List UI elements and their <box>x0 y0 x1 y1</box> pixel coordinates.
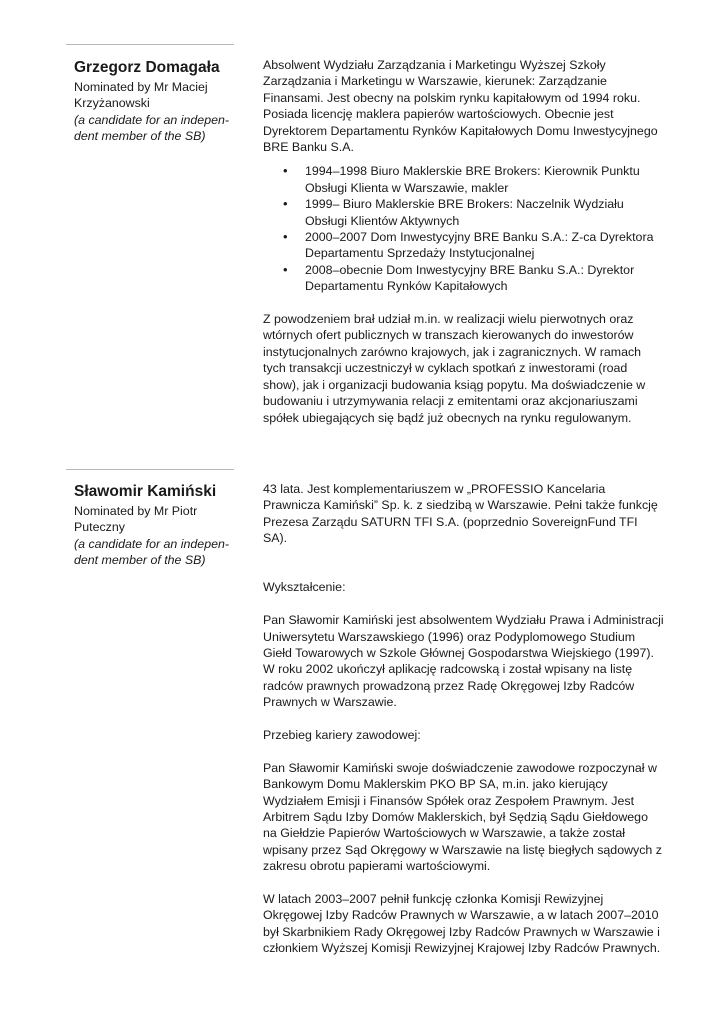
list-item: • 2000–2007 Dom Inwestycyjny BRE Banku S.A.: Z-ca Dyrektora Departamentu Sprzedaży Instytucjonalnej <box>305 229 665 262</box>
nominated-by: Nominated by Mr Piotr Puteczny <box>74 504 198 535</box>
career-text: Pan Sławomir Kamiński swoje doświadczenie zawodowe rozpoczynał w Bankowym Domu Maklerskim PKO BP SA, m.in. jako kierujący Wydziałem Emisji i Finansów Spółek oraz Zespołem Prawnym. Jest Arbitrem Sądu Izby Domów Maklerskich, był Sędzią Sądu Giełdowego na Giełdzie Papierów Wartościowych w Warszawie, a także został wpisany przez Sąd Okręgowy w Warszawie na listę biegłych sądowych z zakresu obrotu papierami wartościowymi. <box>263 760 662 874</box>
candidate-note: (a candidate for an indepen-dent member of the SB) <box>74 536 229 568</box>
candidate-note: (a candidate for an indepen-dent member of the SB) <box>74 112 229 144</box>
bio-intro: Absolwent Wydziału Zarządzania i Marketingu Wyższej Szkoły Zarządzania i Marketingu w Warszawie, kierunek: Zarządzanie Finansami. Jest obecny na polskim rynku kapitałowym od 1994 roku. Posiada licencję maklera papierów wartościowych. Obecnie jest Dyrektorem Departamentu Rynków Kapitałowych Domu Inwestycyjnego BRE Banku S.A. <box>263 58 658 155</box>
section-divider <box>66 469 234 470</box>
candidate-1-bio <box>263 57 665 426</box>
nominated-by: Nominated by Mr Maciej Krzyżanowski <box>74 80 208 111</box>
bio-outro: Z powodzeniem brał udział m.in. w realizacji wielu pierwotnych oraz wtórnych ofert publicznych w transzach kierowanych do inwestorów instytucjonalnych zarówno krajowych, jak i zagranicznych. W ramach tych transakcji uczestniczył w cyklach spotkań z inwestorami (road show), jak i organizacji budowania ksiąg popytu. Ma doświadczenie w budowaniu i utrzymywania relacji z emitentami oraz akcjonariuszami spółek ubiegających się bądź już obecnych na rynku regulowanym. <box>263 312 646 425</box>
list-item: • 1994–1998 Biuro Maklerskie BRE Brokers: Kierownik Punktu Obsługi Klienta w Warszawie, makler <box>305 163 665 196</box>
career-list <box>263 163 665 294</box>
career-text: W latach 2003–2007 pełnił funkcję członka Komisji Rewizyjnej Okręgowej Izby Radców Prawnych w Warszawie, a w latach 2007–2010 był Skarbnikiem Rady Okręgowej Izby Radców Prawnych w Warszawie i członkiem Wyższej Komisji Rewizyjnej Krajowej Izby Radców Prawnych. <box>263 892 661 956</box>
bio-intro: 43 lata. Jest komplementariuszem w „PROFESSIO Kancelaria Prawnicza Kamiński” Sp. k. z siedzibą w Warszawie. Pełni także funkcję Prezesa Zarządu SATURN TFI S.A. (poprzednio SovereignFund TFI SA). <box>263 482 658 546</box>
career-heading: Przebieg kariery zawodowej: <box>263 728 421 743</box>
candidate-2-info <box>74 483 234 569</box>
list-item: • 1999– Biuro Maklerskie BRE Brokers: Naczelnik Wydziału Obsługi Klientów Aktywnych <box>305 196 665 229</box>
list-item: • 2008–obecnie Dom Inwestycyjny BRE Banku S.A.: Dyrektor Departamentu Rynków Kapitałowych <box>305 262 665 295</box>
candidate-name: Grzegorz Domagała <box>74 59 220 76</box>
education-text: Pan Sławomir Kamiński jest absolwentem Wydziału Prawa i Administracji Uniwersytetu Warszawskiego (1996) oraz Podyplomowego Studium Giełd Towarowych w Szkole Głównej Gospodarstwa Wiejskiego (1997). W roku 2002 ukończył aplikację radcowską i został wpisany na listę radców prawnych prowadzoną przez Radę Okręgowej Izby Radców Prawnych w Warszawie. <box>263 613 664 710</box>
education-heading: Wykształcenie: <box>263 580 346 595</box>
section-divider <box>66 44 234 45</box>
candidate-2-bio <box>263 481 665 957</box>
candidate-1-info <box>74 59 234 145</box>
candidate-name: Sławomir Kamiński <box>74 483 217 500</box>
